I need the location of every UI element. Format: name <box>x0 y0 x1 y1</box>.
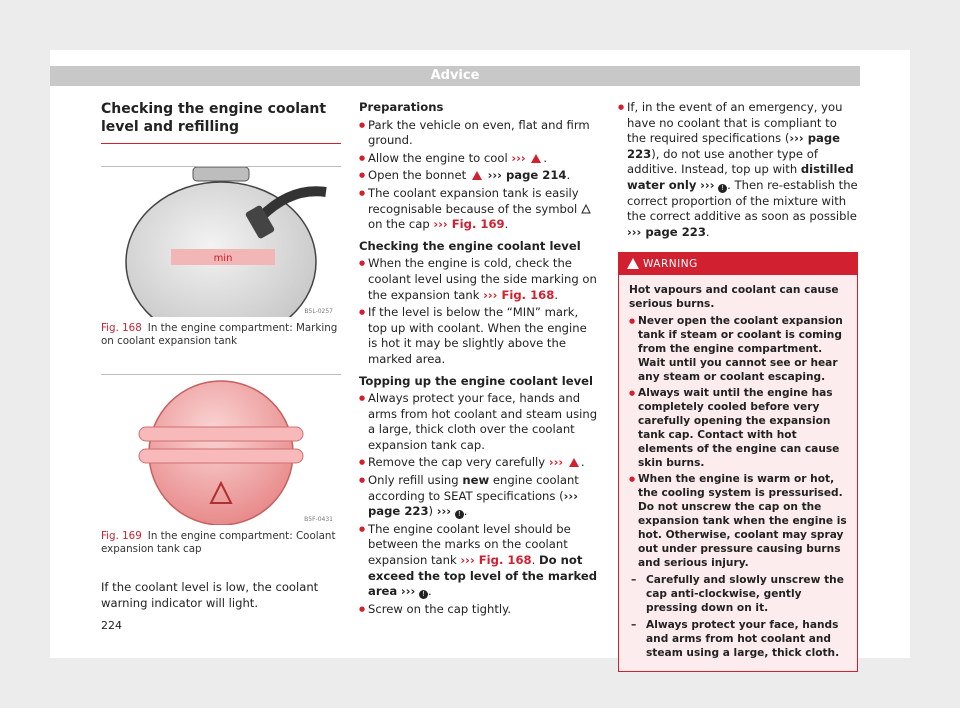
note-icon: ! <box>419 590 428 599</box>
figure-caption <box>101 525 341 556</box>
figure-caption <box>101 317 341 348</box>
cross-ref-link[interactable]: ››› <box>548 455 564 470</box>
cross-ref-link[interactable]: ››› Fig. 168 <box>460 553 532 568</box>
figure-168 <box>101 166 341 348</box>
warning-subitem: – Always protect your face, hands and arms from hot coolant and steam using a large, thick cloth. <box>629 618 849 660</box>
prep-item: ● Open the bonnet ››› page 214. <box>359 168 599 184</box>
warning-triangle-icon <box>627 258 639 269</box>
cross-ref-link[interactable]: ››› <box>511 150 526 165</box>
figure-caption-text: In the engine compartment: Coolant expansion tank cap <box>101 530 336 555</box>
cross-ref-link[interactable]: ››› page 223 <box>627 224 706 239</box>
warning-triangle-icon <box>569 458 579 467</box>
top-item: ● Only refill using new engine coolant according to SEAT specifications (››› page 223) ››› ! . <box>359 473 599 520</box>
warning-item: ● Never open the coolant expansion tank if steam or coolant is coming from the engine compartment. Wait until you cannot see or hear any steam or coolant escaping. <box>629 314 849 384</box>
warning-item: ● When the engine is warm or hot, the cooling system is pressurised. Do not unscrew the cap on the expansion tank when the engine is hot. Otherwise, coolant may spray out under pressure causing burns and serious injury. <box>629 472 849 570</box>
figure-caption-text: In the engine compartment: Marking on coolant expansion tank <box>101 322 338 347</box>
cross-ref-link[interactable]: ››› <box>400 584 416 599</box>
warning-triangle-icon <box>472 171 482 180</box>
cross-ref-link[interactable]: ››› <box>700 177 715 192</box>
figure-code: B5L-0257 <box>304 308 333 315</box>
heading-preparations: Preparations <box>359 100 444 114</box>
warning-item: ● Always wait until the engine has completely cooled before very carefully opening the expansion tank cap. Contact with hot elements of the engine can cause skin burns. <box>629 386 849 470</box>
top-item: ● Remove the cap very carefully ››› . <box>359 455 599 471</box>
title-rule <box>101 143 341 144</box>
top-item: ● Always protect your face, hands and arms from hot coolant and steam using a large, thick cloth over the coolant expansion tank cap. <box>359 391 599 453</box>
chapter-header: Advice <box>50 66 860 86</box>
column-right <box>618 100 858 672</box>
cross-ref-link[interactable]: ››› page 223 <box>627 131 840 161</box>
min-marking: min <box>213 253 233 264</box>
prep-item: ● The coolant expansion tank is easily recognisable because of the symbol on the cap ››› Fig. 169. <box>359 186 599 233</box>
page-number: 224 <box>101 619 122 632</box>
cross-ref-link[interactable]: ››› Fig. 169 <box>433 217 505 232</box>
note-icon: ! <box>455 510 464 519</box>
cross-ref-link[interactable]: ››› Fig. 168 <box>483 287 555 302</box>
warning-triangle-icon <box>531 154 541 163</box>
warning-box <box>618 252 858 672</box>
check-item: ● If the level is below the “MIN” mark, top up with coolant. When the engine is hot it may be slightly above the marked area. <box>359 305 599 367</box>
prep-item: ● Allow the engine to cool ››› . <box>359 151 599 167</box>
cross-ref-link[interactable]: ››› page 223 <box>368 488 578 519</box>
warning-heading: WARNING <box>643 258 698 271</box>
warning-header <box>619 253 857 275</box>
warning-body <box>619 275 857 671</box>
heading-topping-up: Topping up the engine coolant level <box>359 373 593 388</box>
coolant-tank-illustration <box>101 167 341 317</box>
section-title: Checking the engine coolant level and refilling <box>101 101 327 135</box>
check-item: ● When the engine is cold, check the coolant level using the side marking on the expansion tank ››› Fig. 168. <box>359 256 599 303</box>
prep-item: ● Park the vehicle on even, flat and firm ground. <box>359 118 599 149</box>
top-item: ● The engine coolant level should be between the marks on the coolant expansion tank ››› Fig. 168. Do not exceed the top level of the marked area ››› ! . <box>359 522 599 600</box>
cross-ref-link[interactable]: ››› <box>436 504 452 519</box>
coolant-symbol-icon <box>581 204 591 214</box>
warning-intro: Hot vapours and coolant can cause serious burns. <box>629 284 839 311</box>
heading-checking: Checking the engine coolant level <box>359 238 581 253</box>
cross-ref-link[interactable]: ››› page 214 <box>487 168 567 183</box>
figure-code: B5F-0431 <box>304 516 333 523</box>
figure-169 <box>101 374 341 556</box>
expansion-cap-illustration <box>101 375 341 525</box>
note-icon: ! <box>718 184 727 193</box>
top-item: ● Screw on the cap tightly. <box>359 602 599 618</box>
column-left <box>101 100 341 617</box>
figure-label: Fig. 169 <box>101 530 142 542</box>
figure-label: Fig. 168 <box>101 322 142 334</box>
emergency-item: ● If, in the event of an emergency, you have no coolant that is compliant to the required specifications (››› page 223), do not use another type of additive. Instead, top up with distilled water only ››› ! . Then re-establish the correct proportion of the mixture with the correct additive as soon as possible ››› page 223. <box>618 100 858 240</box>
column-middle <box>359 100 599 619</box>
warning-subitem: – Carefully and slowly unscrew the cap anti-clockwise, gently pressing down on it. <box>629 573 849 615</box>
intro-paragraph: If the coolant level is low, the coolant warning indicator will light. <box>101 580 319 610</box>
